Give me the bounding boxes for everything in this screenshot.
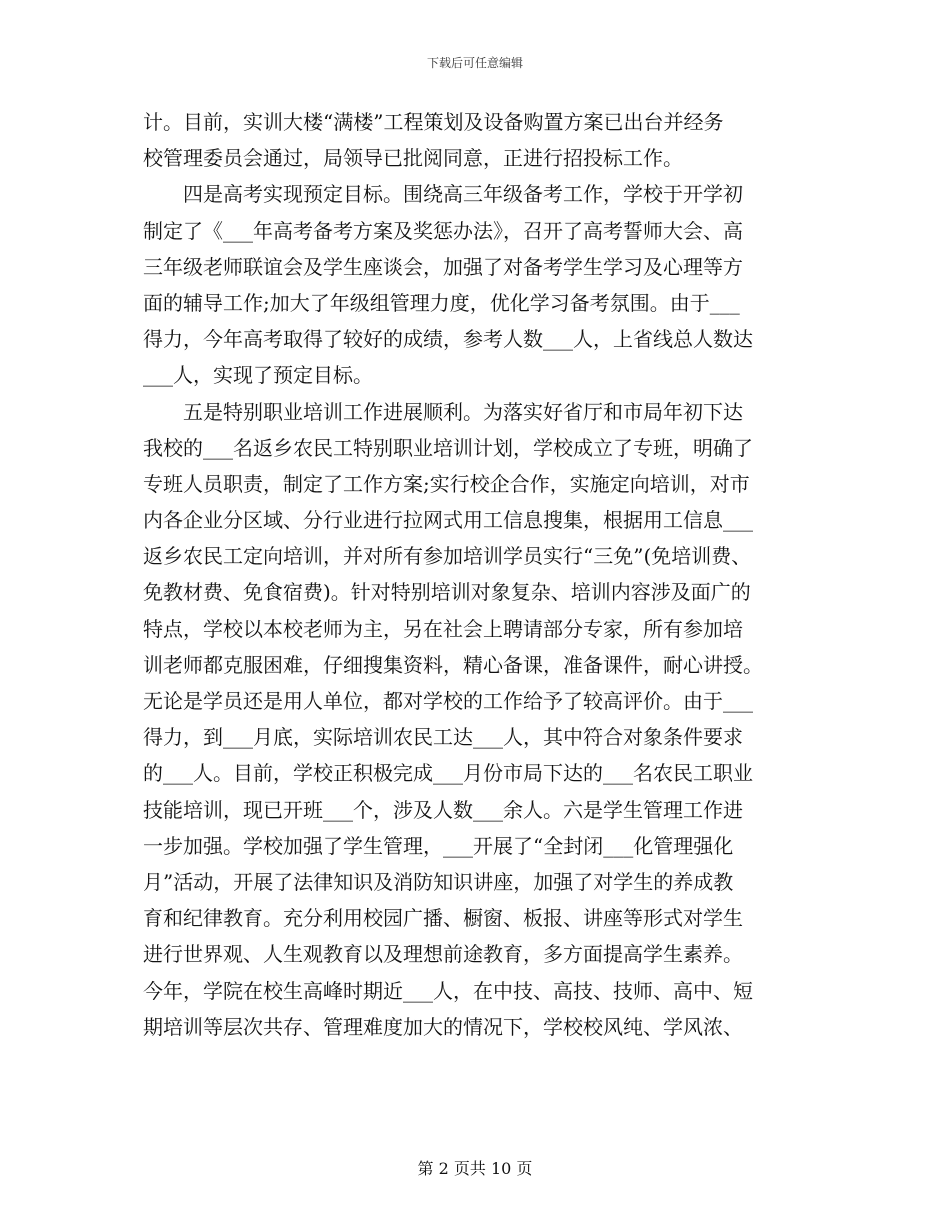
paragraph-start-line: 五是特别职业培训工作进展顺利。为落实好省厅和市局年初下达	[183, 399, 743, 424]
text-line: 今年，学院在校生高峰时期近___人，在中技、高技、技师、高中、短	[143, 978, 753, 1003]
text-line: 得力，今年高考取得了较好的成绩，参考人数___人，上省线总人数达	[143, 327, 753, 352]
text-line: 一步加强。学校加强了学生管理，___开展了“全封闭___化管理强化	[143, 833, 734, 858]
text-line: 三年级老师联谊会及学生座谈会，加强了对备考学生学习及心理等方	[143, 254, 743, 279]
text-line: 无论是学员还是用人单位，都对学校的工作给予了较高评价。由于___	[143, 689, 753, 713]
text-line: 返乡农民工定向培训，并对所有参加培训学员实行“三免”(免培训费、	[143, 544, 752, 569]
text-line: 校管理委员会通过，局领导已批阅同意，正进行招投标工作。	[143, 146, 683, 171]
text-line: 内各企业分区域、分行业进行拉网式用工信息搜集，根据用工信息___	[143, 508, 753, 533]
text-line: 我校的___名返乡农民工特别职业培训计划，学校成立了专班，明确了	[143, 435, 753, 460]
text-line: 月”活动，开展了法律知识及消防知识讲座，加强了对学生的养成教	[143, 869, 734, 894]
page-header: 下载后可任意编辑	[426, 56, 523, 70]
text-line: 进行世界观、人生观教育以及理想前途教育，多方面提高学生素养。	[143, 942, 743, 967]
text-line: 育和纪律教育。充分利用校园广播、橱窗、板报、讲座等形式对学生	[143, 906, 743, 931]
text-line: 免教材费、免食宿费)。针对特别培训对象复杂、培训内容涉及面广的	[143, 580, 751, 605]
text-line: 得力，到___月底，实际培训农民工达___人，其中符合对象条件要求	[143, 725, 743, 750]
text-line: ___人，实现了预定目标。	[143, 363, 373, 388]
body-text	[143, 104, 808, 1045]
paragraph-start-line: 四是高考实现预定目标。围绕高三年级备考工作，学校于开学初	[183, 182, 743, 207]
text-line: 计。目前，实训大楼“满楼”工程策划及设备购置方案已出台并经务	[143, 110, 724, 134]
text-line: 训老师都克服困难，仔细搜集资料，精心备课，准备课件，耐心讲授。	[143, 652, 763, 677]
text-line: 面的辅导工作;加大了年级组管理力度，优化学习备考氛围。由于___	[143, 290, 740, 315]
text-line: 期培训等层次共存、管理难度加大的情况下，学校校风纯、学风浓、	[143, 1014, 743, 1039]
text-line: 制定了《___年高考备考方案及奖惩办法》，召开了高考誓师大会、高	[143, 218, 743, 243]
text-line: 专班人员职责，制定了工作方案;实行校企合作，实施定向培训，对市	[143, 471, 750, 496]
text-line: 特点，学校以本校老师为主，另在社会上聘请部分专家，所有参加培	[143, 616, 743, 641]
text-line: 技能培训，现已开班___个，涉及人数___余人。六是学生管理工作进	[143, 797, 743, 822]
page-footer: 第 2 页共 10 页	[417, 1159, 533, 1178]
text-line: 的___人。目前，学校正积极完成___月份市局下达的___名农民工职业	[143, 761, 753, 786]
